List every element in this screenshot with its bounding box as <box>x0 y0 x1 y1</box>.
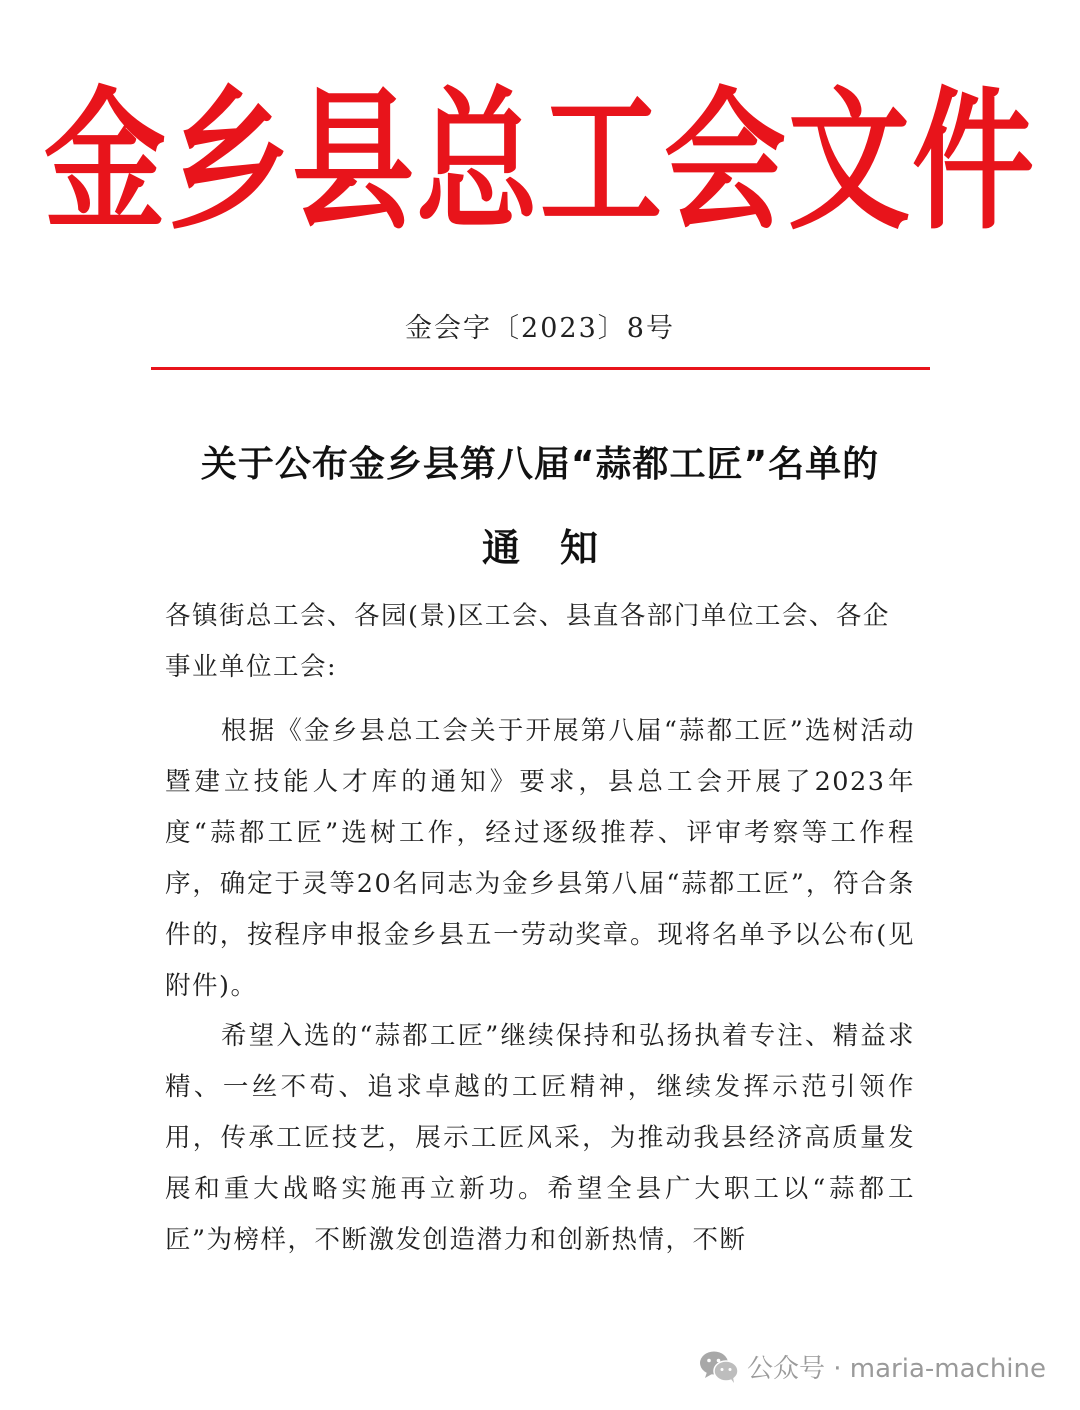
document-title-line1: 关于公布金乡县第八届“蒜都工匠”名单的 <box>200 444 880 485</box>
document-masthead: 金乡县总工会文件 <box>44 72 1036 250</box>
body-paragraph-1: 根据《金乡县总工会关于开展第八届“蒜都工匠”选树活动暨建立技能人才库的通知》要求，县总工会开展了2023年度“蒜都工匠”选树工作，经过逐级推荐、评审考察等工作程序，确定于灵等20名同志为金乡县第八届“蒜都工匠”，符合条件的，按程序申报金乡县五一劳动奖章。现将名单予以公布(见附件)。 <box>165 716 915 1001</box>
salutation: 各镇街总工会、各园(景)区工会、县直各部门单位工会、各企事业单位工会: <box>165 601 890 682</box>
account-watermark <box>699 1348 1046 1385</box>
red-divider <box>151 367 930 370</box>
wechat-icon <box>699 1350 739 1384</box>
body-paragraph-2: 希望入选的“蒜都工匠”继续保持和弘扬执着专注、精益求精、一丝不苟、追求卓越的工匠精神，继续发挥示范引领作用，传承工匠技艺，展示工匠风采，为推动我县经济高质量发展和重大战略实施再立新功。希望全县广大职工以“蒜都工匠”为榜样，不断激发创造潜力和创新热情，不断 <box>165 1021 915 1255</box>
watermark-text: 公众号 · maria-machine <box>746 1354 1046 1384</box>
document-title-line2: 通知 <box>481 526 638 570</box>
document-number: 金会字〔2023〕8号 <box>405 313 675 344</box>
